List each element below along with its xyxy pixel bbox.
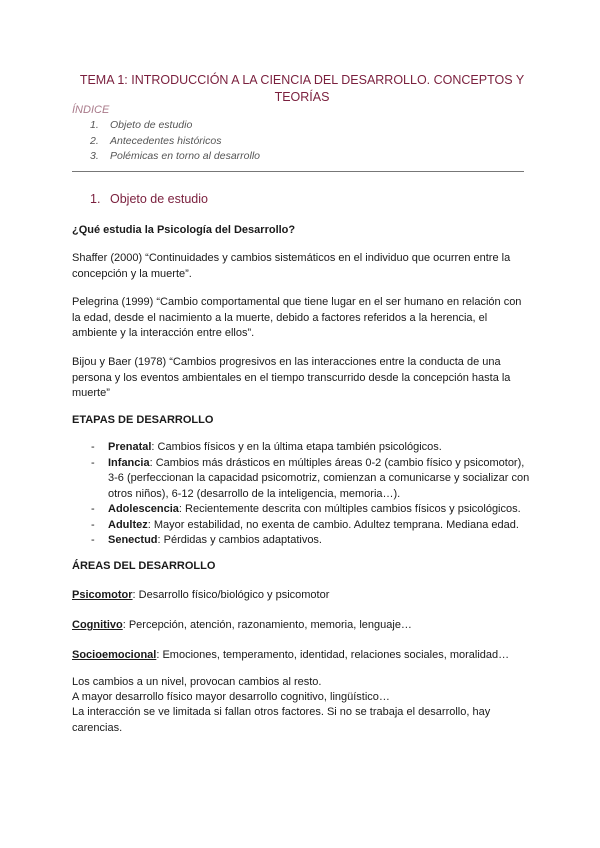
area-psicomotor — [72, 588, 532, 604]
index-item-number: 1. — [90, 119, 99, 131]
index-item-number: 3. — [90, 150, 99, 162]
index-item-number: 2. — [90, 134, 99, 147]
dash-bullet: - — [91, 518, 95, 531]
definition-shaffer: Shaffer (2000) “Continuidades y cambios sistemáticos en el individuo que ocurren entre la concepción y la muerte”. — [72, 252, 511, 280]
index-label: ÍNDICE — [72, 104, 110, 116]
section-title: Objeto de estudio — [110, 192, 208, 206]
stage-text: : Cambios físicos y en la última etapa también psicológicos. — [151, 441, 442, 453]
dash-bullet: - — [91, 456, 95, 469]
area-text: : Percepción, atención, razonamiento, memoria, lenguaje… — [122, 619, 412, 631]
list-item — [72, 440, 532, 456]
area-text: : Desarrollo físico/biológico y psicomotor — [132, 589, 330, 601]
areas-heading: ÁREAS DEL DESARROLLO — [72, 560, 216, 572]
question-heading: ¿Qué estudia la Psicología del Desarrollo? — [72, 224, 296, 236]
area-text: : Emociones, temperamento, identidad, relaciones sociales, moralidad… — [156, 649, 510, 661]
area-name: Psicomotor — [72, 589, 133, 601]
etapas-heading: ETAPAS DE DESARROLLO — [72, 414, 214, 426]
dash-bullet: - — [91, 441, 95, 453]
index-item — [90, 134, 260, 150]
list-item — [72, 518, 532, 534]
closing-line-1: Los cambios a un nivel, provocan cambios al resto. — [72, 676, 322, 688]
index-item — [90, 118, 260, 134]
document-title: TEMA 1: INTRODUCCIÓN A LA CIENCIA DEL DESARROLLO. CONCEPTOS Y TEORÍAS — [79, 73, 525, 104]
stage-text: : Mayor estabilidad, no exenta de cambio. Adultez temprana. Mediana edad. — [147, 518, 519, 531]
stage-text: : Pérdidas y cambios adaptativos. — [157, 534, 322, 546]
area-socioemocional — [72, 648, 532, 664]
definition-pelegrina: Pelegrina (1999) “Cambio comportamental que tiene lugar en el ser humano en relación con la edad, desde el nacimiento a la muerte, debido a factores referidos a la herencia, el ambiente y la interacción entre ellos”. — [72, 296, 522, 339]
stage-name: Adolescencia — [108, 503, 179, 515]
stage-text: : Cambios más drásticos en múltiples áreas 0-2 (cambio físico y psicomotor), 3-6 (perfeccionan la capacidad psicomotriz, comienzan a comunicarse y socializar con otros niños), 6-12 (desarrollo de la inteligencia, memoria…). — [108, 456, 530, 500]
stage-name: Infancia — [108, 456, 150, 469]
closing-line-2: A mayor desarrollo físico mayor desarrollo cognitivo, lingüístico… — [72, 691, 390, 703]
index-item-text: Polémicas en torno al desarrollo — [110, 150, 260, 162]
section-number: 1. — [90, 192, 101, 206]
stage-name: Prenatal — [108, 441, 152, 453]
index-item — [90, 149, 260, 165]
definition-bijou-baer: Bijou y Baer (1978) “Cambios progresivos en las interacciones entre la conducta de una persona y los eventos ambientales en el tiempo transcurrido desde la concepción hasta la muerte” — [72, 356, 511, 399]
area-name: Socioemocional — [72, 649, 157, 661]
etapas-list — [72, 440, 532, 549]
area-cognitivo — [72, 618, 532, 634]
stage-text: : Recientemente descrita con múltiples cambios físicos y psicológicos. — [178, 503, 521, 515]
list-item — [72, 502, 532, 518]
dash-bullet: - — [91, 534, 95, 546]
list-item — [72, 456, 532, 503]
dash-bullet: - — [91, 503, 95, 515]
area-name: Cognitivo — [72, 619, 123, 631]
index-list — [90, 118, 260, 165]
divider — [72, 171, 524, 172]
closing-line-3: La interacción se ve limitada si fallan otros factores. Si no se trabaja el desarrollo, hay carencias. — [72, 706, 491, 734]
list-item — [72, 533, 532, 549]
section-heading — [90, 192, 208, 206]
index-item-text: Objeto de estudio — [110, 119, 193, 131]
index-item-text: Antecedentes históricos — [110, 134, 222, 147]
stage-name: Adultez — [108, 518, 148, 531]
stage-name: Senectud — [108, 534, 158, 546]
